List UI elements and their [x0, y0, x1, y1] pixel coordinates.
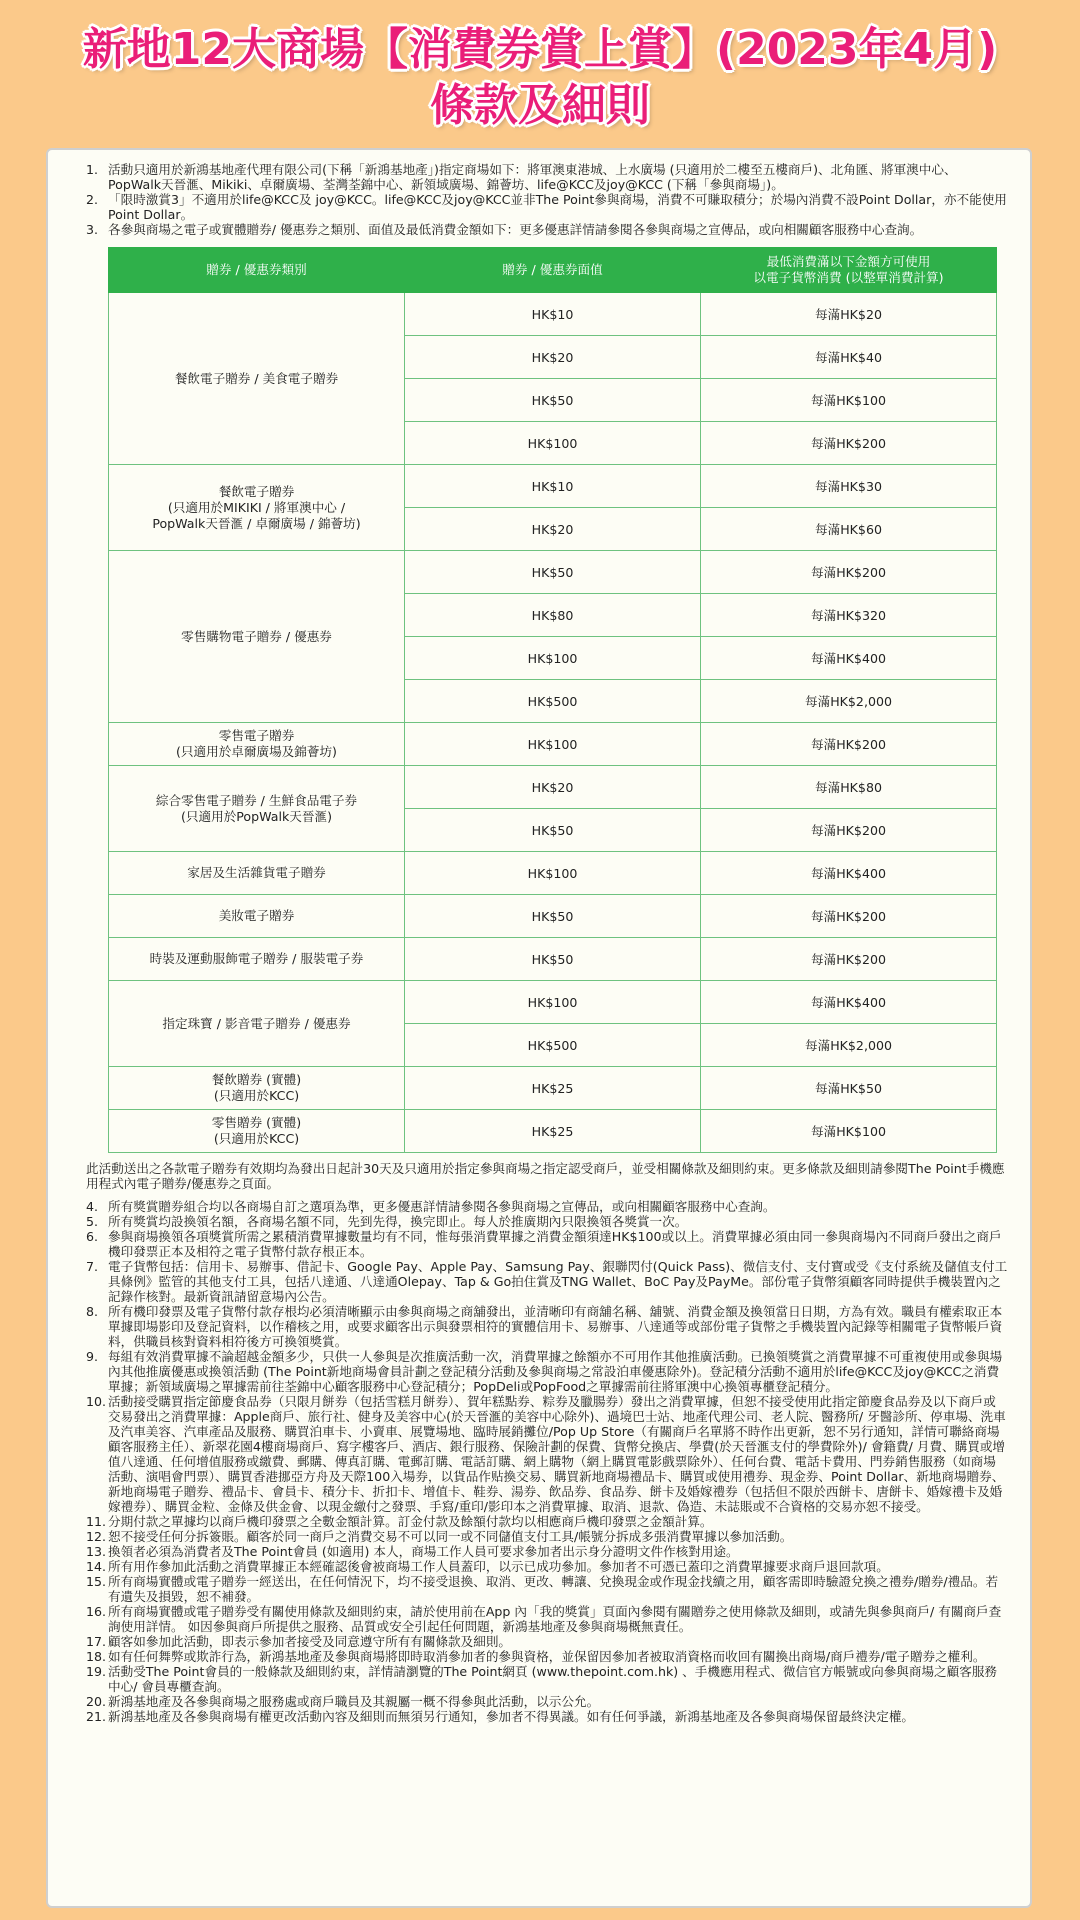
- min-spend-cell: 每滿HK$200: [701, 723, 997, 766]
- terms-item: [86, 1574, 1008, 1604]
- voucher-table: [108, 247, 997, 1153]
- terms-item-number: 20.: [86, 1694, 107, 1709]
- face-value-cell: HK$50: [405, 551, 701, 594]
- terms-item-text: 所有商場實體或電子贈券一經送出，在任何情況下，均不接受退換、取消、更改、轉讓、兌換現金或作現金找續之用，顧客需即時驗證兌換之禮券/贈券/禮品。若有遺失及損毀，恕不補發。: [108, 1574, 999, 1604]
- terms-item-text: 所有獎賞均設換領名額，各商場名額不同，先到先得，換完即止。每人於推廣期內只限換領各獎賞一次。: [108, 1214, 688, 1229]
- terms-item-text: 分期付款之單據均以商戶機印發票之全數金額計算。訂金付款及餘額付款均以相應商戶機印發票之金額計算。: [108, 1514, 713, 1529]
- terms-list-bottom: [86, 1199, 1008, 1724]
- terms-item-text: 活動受The Point會員的一般條款及細則約束，詳情請瀏覽的The Point網頁 (www.thepoint.com.hk) 、手機應用程式、微信官方帳號或向參與商場之顧客服務中心/ 會員專櫃查詢。: [108, 1664, 998, 1694]
- terms-item-number: 8.: [86, 1304, 99, 1319]
- terms-item: [86, 1709, 1008, 1724]
- terms-item-text: 每組有效消費單據不論超越金額多少，只供一人參與是次推廣活動一次，消費單據之餘額亦不可用作其他推廣活動。已換領獎賞之消費單據不可重複使用或參與場內其他推廣優惠或換領活動 (The Point新地商場會員計劃之登記積分活動及參與商場之常設泊車優惠除外)。登記積分活動不適用於life@KCC及joy@KCC之消費單據；新領域廣場之單據需前往荃錦中心顧客服務中心登記積分；PopDeli或PopFood之單據需前往將軍澳中心換領專櫃登記積分。: [108, 1349, 1003, 1394]
- terms-item-text: 所有機印發票及電子貨幣付款存根均必須清晰顯示由參與商場之商舖發出，並清晰印有商舖名稱、舖號、消費金額及換領當日日期，方為有效。職員有權索取正本單據即場影印及登記資料，以作稽核之用，或要求顧客出示與發票相符的實體信用卡、易辦事、八達通等或部份電子貨幣之手機裝置內記錄等相關電子貨幣帳戶資料，供職員核對資料相符後方可換領獎賞。: [108, 1304, 1003, 1349]
- min-spend-cell: 每滿HK$200: [701, 938, 997, 981]
- voucher-category-cell: 美妝電子贈券: [109, 895, 405, 938]
- page-subtitle: 條款及細則: [430, 80, 650, 131]
- table-row: [109, 465, 997, 508]
- terms-item-number: 15.: [86, 1574, 107, 1589]
- voucher-category-cell: 指定珠寶 / 影音電子贈券 / 優惠券: [109, 981, 405, 1067]
- terms-item-text: 參與商場換領各項獎賞所需之累積消費單據數量均有不同，惟每張消費單據之消費金額須達HK$100或以上。消費單據必須由同一參與商場內不同商戶發出之商戶機印發票正本及相符之電子貨幣付款存根正本。: [108, 1229, 1002, 1259]
- terms-item: [86, 1349, 1008, 1394]
- min-spend-cell: 每滿HK$20: [701, 293, 997, 336]
- terms-item-number: 18.: [86, 1649, 107, 1664]
- face-value-cell: HK$100: [405, 422, 701, 465]
- table-note: 此活動送出之各款電子贈券有效期均為發出日起計30天及只適用於指定參與商場之指定認受商戶，並受相關條款及細則約束。更多條款及細則請參閱The Point手機應用程式內電子贈券/優惠券之頁面。: [86, 1161, 1005, 1191]
- face-value-cell: HK$50: [405, 809, 701, 852]
- face-value-cell: HK$50: [405, 938, 701, 981]
- face-value-cell: HK$25: [405, 1067, 701, 1110]
- face-value-cell: HK$20: [405, 336, 701, 379]
- min-spend-cell: 每滿HK$50: [701, 1067, 997, 1110]
- terms-item-number: 12.: [86, 1529, 107, 1544]
- table-row: [109, 766, 997, 809]
- voucher-category-cell: 零售電子贈券 (只適用於卓爾廣場及錦薈坊): [109, 723, 405, 766]
- terms-item-number: 16.: [86, 1604, 107, 1619]
- face-value-cell: HK$50: [405, 895, 701, 938]
- terms-item: [86, 1394, 1008, 1514]
- face-value-cell: HK$25: [405, 1110, 701, 1153]
- terms-item-text: 活動接受購買指定節慶食品券（只限月餅券（包括雪糕月餅券）、賀年糕點券、粽券及臘腸券）發出之消費單據，但恕不接受使用此指定節慶食品券及以下商戶或交易發出之消費單據：Apple商戶、旅行社、健身及美容中心(於天晉滙的美容中心除外)、過境巴士站、地產代理公司、老人院、醫務所/ 牙醫診所、停車場、洗車及汽車美容、汽車產品及服務、購買泊車卡、小賣車、展覽場地、臨時展銷攤位/Pop Up Store（有關商戶名單將不時作出更新，恕不另行通知，詳情可聯絡商場顧客服務主任）、新翠花園4樓商場商戶、寫字樓客戶、酒店、銀行服務、保險計劃的保費、貨幣兌換店、學費(於天晉滙支付的學費除外)/ 會籍費/ 月費、購買或增值八達通、任何增值服務或繳費、郵購、傳真訂購、電郵訂購、電話訂購、網上購物（網上購買電影戲票除外）、任何台費、電話卡費用、門券銷售服務（如商場活動、演唱會門票）、購買香港挪亞方舟及天際100入場券，以貨品作贴換交易、購買新地商場禮品卡、購買或使用禮券、現金券、Point Dollar、新地商場贈券、新地商場電子贈券、禮品卡、會員卡、積分卡、折扣卡、增值卡、鞋券、湯券、飲品券、食品券、餅卡及婚嫁禮券（包括但不限於西餅卡、唐餅卡、婚嫁禮卡及婚嫁禮券）、購買金粒、金條及供金會、以現金繳付之發票、手寫/重印/影印本之消費單據、取消、退款、偽造、未誌賬或不合資格的交易亦恕不接受。: [108, 1394, 1006, 1514]
- terms-item: [86, 1664, 1008, 1694]
- min-spend-cell: 每滿HK$60: [701, 508, 997, 551]
- face-value-cell: HK$100: [405, 981, 701, 1024]
- table-row: [109, 938, 997, 981]
- terms-item-number: 13.: [86, 1544, 107, 1559]
- terms-item: [86, 1259, 1008, 1304]
- table-row: [109, 852, 997, 895]
- terms-item-text: 新鴻基地產及各參與商場之服務處或商戶職員及其親屬一概不得參與此活動，以示公允。: [108, 1694, 600, 1709]
- terms-item-number: 19.: [86, 1664, 107, 1679]
- face-value-cell: HK$500: [405, 680, 701, 723]
- face-value-cell: HK$20: [405, 766, 701, 809]
- face-value-cell: HK$10: [405, 465, 701, 508]
- terms-item-number: 5.: [86, 1214, 99, 1229]
- face-value-cell: HK$500: [405, 1024, 701, 1067]
- table-row: [109, 551, 997, 594]
- min-spend-cell: 每滿HK$80: [701, 766, 997, 809]
- voucher-category-cell: 零售購物電子贈券 / 優惠券: [109, 551, 405, 723]
- min-spend-cell: 每滿HK$200: [701, 809, 997, 852]
- voucher-category-cell: 家居及生活雜貨電子贈券: [109, 852, 405, 895]
- voucher-category-cell: 零售贈券 (實體) (只適用於KCC): [109, 1110, 405, 1153]
- table-row: [109, 1110, 997, 1153]
- terms-item-number: 9.: [86, 1349, 99, 1364]
- terms-item-text: 新鴻基地產及各參與商場有權更改活動內容及細則而無須另行通知，參加者不得異議。如有任何爭議，新鴻基地產及各參與商場保留最終決定權。: [108, 1709, 914, 1724]
- terms-item-number: 10.: [86, 1394, 107, 1409]
- terms-item: [86, 1304, 1008, 1349]
- table-row: [109, 723, 997, 766]
- min-spend-cell: 每滿HK$40: [701, 336, 997, 379]
- terms-item: [86, 1649, 1008, 1664]
- terms-item-text: 所有獎賞贈券組合均以各商場自訂之選項為準，更多優惠詳情請參閱各參與商場之宣傳品，或向相關顧客服務中心查詢。: [108, 1199, 776, 1214]
- table-row: [109, 895, 997, 938]
- min-spend-cell: 每滿HK$2,000: [701, 680, 997, 723]
- terms-item-number: 2.: [86, 192, 99, 207]
- table-header-row: [109, 248, 997, 293]
- min-spend-cell: 每滿HK$100: [701, 1110, 997, 1153]
- terms-item-text: 各參與商場之電子或實體贈券/ 優惠券之類別、面值及最低消費金額如下：更多優惠詳情請參閱各參與商場之宣傳品，或向相關顧客服務中心查詢。: [108, 222, 923, 237]
- voucher-table-wrap: [108, 247, 1008, 1153]
- face-value-cell: HK$100: [405, 637, 701, 680]
- min-spend-cell: 每滿HK$400: [701, 981, 997, 1024]
- terms-item-number: 21.: [86, 1709, 107, 1724]
- terms-item-number: 11.: [86, 1514, 107, 1529]
- terms-item: [86, 222, 1008, 237]
- header-min-spend: 最低消費滿以下金額方可使用 以電子貨幣消費 (以整單消費計算): [701, 248, 997, 293]
- face-value-cell: HK$10: [405, 293, 701, 336]
- terms-item: [86, 192, 1008, 222]
- terms-item-text: 所有用作參加此活動之消費單據正本經確認後會被商場工作人員蓋印，以示已成功參加。參加者不可憑已蓋印之消費單據要求商戶退回款項。: [108, 1559, 889, 1574]
- voucher-category-cell: 時裝及運動服飾電子贈券 / 服裝電子券: [109, 938, 405, 981]
- voucher-category-cell: 餐飲電子贈券 / 美食電子贈券: [109, 293, 405, 465]
- terms-item-number: 1.: [86, 162, 99, 177]
- terms-item: [86, 162, 1008, 192]
- min-spend-cell: 每滿HK$2,000: [701, 1024, 997, 1067]
- terms-list-top: [86, 162, 1008, 237]
- terms-item: [86, 1514, 1008, 1529]
- min-spend-cell: 每滿HK$400: [701, 637, 997, 680]
- terms-item-number: 3.: [86, 222, 99, 237]
- terms-item: [86, 1559, 1008, 1574]
- table-row: [109, 293, 997, 336]
- terms-item: [86, 1604, 1008, 1634]
- terms-item-text: 換領者必須為消費者及The Point會員 (如適用) 本人，商場工作人員可要求參加者出示身分證明文件作核對用途。: [108, 1544, 739, 1559]
- table-row: [109, 981, 997, 1024]
- terms-item-text: 顧客如參加此活動，即表示參加者接受及同意遵守所有有關條款及細則。: [108, 1634, 511, 1649]
- terms-item-number: 6.: [86, 1229, 99, 1244]
- terms-item: [86, 1544, 1008, 1559]
- face-value-cell: HK$80: [405, 594, 701, 637]
- terms-card: [46, 148, 1032, 1908]
- terms-item: [86, 1229, 1008, 1259]
- header-face-value: 贈券 / 優惠券面值: [405, 248, 701, 293]
- terms-item: [86, 1214, 1008, 1229]
- header-category: 贈券 / 優惠券類別: [109, 248, 405, 293]
- terms-item-text: 電子貨幣包括：信用卡、易辦事、借記卡、Google Pay、Apple Pay、Samsung Pay、銀聯閃付(Quick Pass)、微信支付、支付寶或受《支付系統及儲值支付工具條例》監管的其他支付工具，包括八達通、八達通Olepay、Tap & Go拍住賞及TNG Wallet、BoC Pay及PayMe。部份電子貨幣須顧客同時提供手機裝置內之記錄作核對。最新資訊請留意場內公告。: [108, 1259, 1008, 1304]
- terms-item: [86, 1529, 1008, 1544]
- terms-item: [86, 1199, 1008, 1214]
- voucher-category-cell: 綜合零售電子贈券 / 生鮮食品電子券 (只適用於PopWalk天晉滙): [109, 766, 405, 852]
- page-title: 新地12大商場【消費券賞上賞】(2023年4月): [82, 24, 998, 75]
- face-value-cell: HK$100: [405, 852, 701, 895]
- terms-item-text: 如有任何舞弊或欺詐行為，新鴻基地產及參與商場將即時取消參加者的參與資格，並保留因參加者被取消資格而收回有關換出商場/商戶禮券/電子贈券之權利。: [108, 1649, 986, 1664]
- terms-item-number: 7.: [86, 1259, 99, 1274]
- terms-item-text: 恕不接受任何分拆簽賬。顧客於同一商戶之消費交易不可以同一或不同儲值支付工具/帳號分拆成多張消費單據以參加活動。: [108, 1529, 793, 1544]
- min-spend-cell: 每滿HK$30: [701, 465, 997, 508]
- voucher-category-cell: 餐飲贈券 (實體) (只適用於KCC): [109, 1067, 405, 1110]
- table-row: [109, 1067, 997, 1110]
- face-value-cell: HK$100: [405, 723, 701, 766]
- terms-item-number: 4.: [86, 1199, 99, 1214]
- face-value-cell: HK$20: [405, 508, 701, 551]
- min-spend-cell: 每滿HK$200: [701, 422, 997, 465]
- min-spend-cell: 每滿HK$400: [701, 852, 997, 895]
- voucher-category-cell: 餐飲電子贈券 (只適用於MIKIKI / 將軍澳中心 / PopWalk天晉滙 / 卓爾廣場 / 錦薈坊): [109, 465, 405, 551]
- terms-item-text: 所有商場實體或電子贈券受有關使用條款及細則約束，請於使用前在App 內「我的獎賞」頁面內參閱有關贈券之使用條款及細則，或請先與參與商戶/ 有關商戶查詢使用詳情。 如因參與商戶所提供之服務、品質或安全引起任何問題，新鴻基地產及參與商場概無責任。: [108, 1604, 1002, 1634]
- terms-item-number: 14.: [86, 1559, 107, 1574]
- min-spend-cell: 每滿HK$200: [701, 551, 997, 594]
- min-spend-cell: 每滿HK$100: [701, 379, 997, 422]
- terms-item-text: 活動只適用於新鴻基地產代理有限公司(下稱「新鴻基地產」)指定商場如下：將軍澳東港城、上水廣場 (只適用於二樓至五樓商戶)、北角匯、將軍澳中心、PopWalk天晉滙、Mikiki、卓爾廣場、荃灣荃錦中心、新領域廣場、錦薈坊、life@KCC及joy@KCC (下稱「參與商場」)。: [108, 162, 957, 192]
- min-spend-cell: 每滿HK$200: [701, 895, 997, 938]
- terms-item-number: 17.: [86, 1634, 107, 1649]
- face-value-cell: HK$50: [405, 379, 701, 422]
- terms-item-text: 「限時激賞3」不適用於life@KCC及 joy@KCC。life@KCC及joy@KCC並非The Point參與商場，消費不可賺取積分；於場內消費不設Point Dollar，亦不能使用Point Dollar。: [108, 192, 1007, 222]
- terms-item: [86, 1694, 1008, 1709]
- min-spend-cell: 每滿HK$320: [701, 594, 997, 637]
- terms-item: [86, 1634, 1008, 1649]
